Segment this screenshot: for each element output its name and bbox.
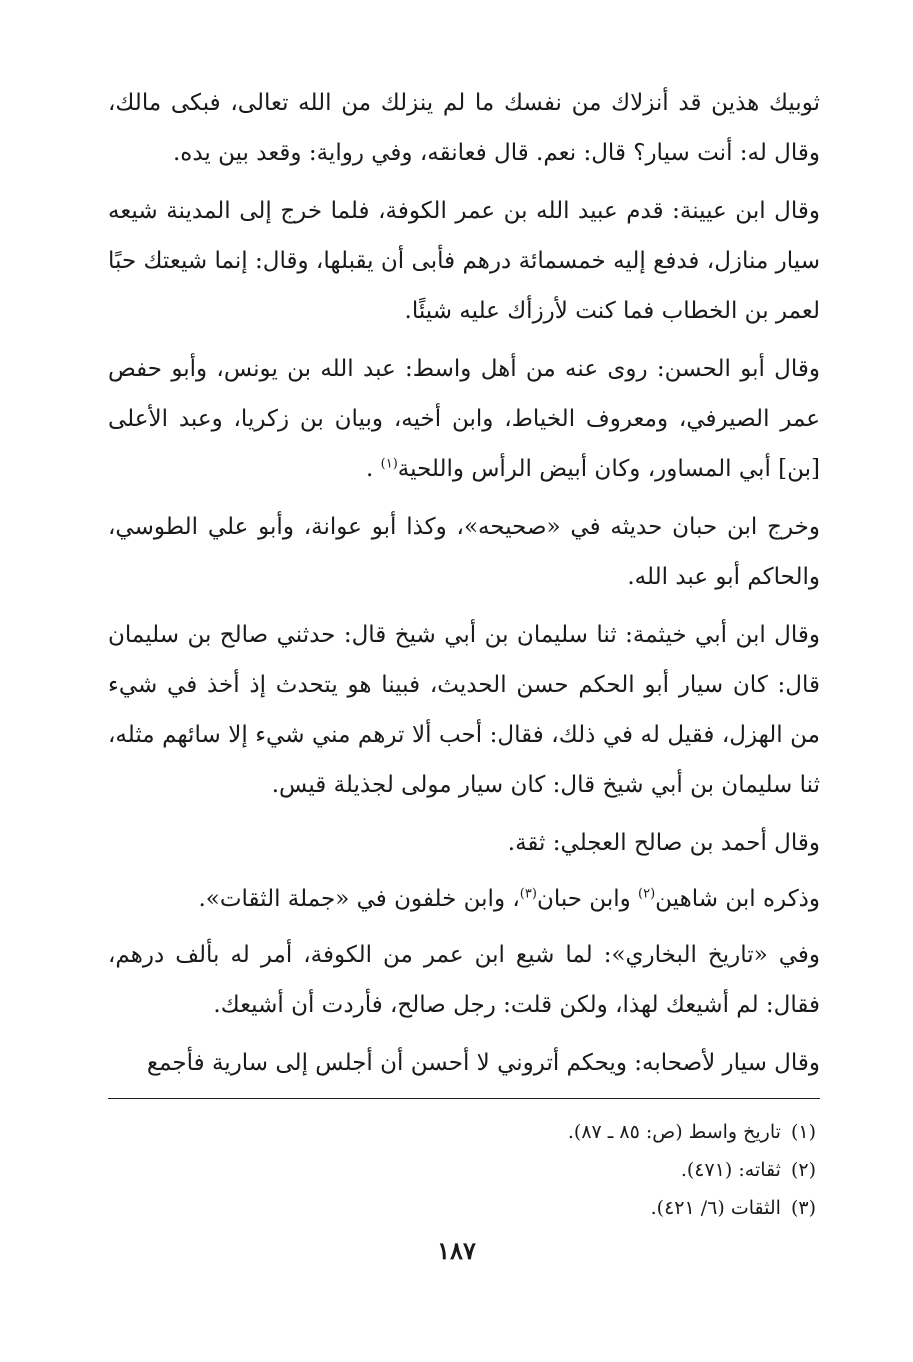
footnote-number: (٢) <box>790 1159 816 1181</box>
footnote-text: الثقات (٦/ ٤٢١). <box>650 1197 781 1219</box>
footnote-mark-2: (٢) <box>638 886 656 902</box>
paragraph-7 <box>108 874 820 924</box>
footnote-2 <box>108 1151 820 1189</box>
paragraph-3-text: وقال أبو الحسن: روى عنه من أهل واسط: عبد الله بن يونس، وأبو حفص عمر الصيرفي، ومعروف الخياط، وابن أخيه، وبيان بن زكريا، وعبد الأعلى [بن] أبي المساور، وكان أبيض الرأس واللحية <box>108 356 820 482</box>
footnote-mark-1: (١) <box>380 456 398 472</box>
paragraph-9: وقال سيار لأصحابه: ويحكم أتروني لا أحسن أن أجلس إلى سارية فأجمع <box>146 1050 820 1076</box>
footnote-3 <box>108 1189 820 1227</box>
paragraph-7-part1: وذكره ابن شاهين <box>655 886 820 912</box>
page-number: ١٨٧ <box>437 1236 476 1265</box>
paragraph-4: وخرج ابن حبان حديثه في «صحيحه»، وكذا أبو عوانة، وأبو علي الطوسي، والحاكم أبو عبد الله. <box>108 514 820 590</box>
paragraph-1: ثوبيك هذين قد أنزلاك من نفسك ما لم ينزلك من الله تعالى، فبكى مالك، وقال له: أنت سيار؟ قال: نعم. قال فعانقه، وفي رواية: وقعد بين يده. <box>108 90 820 166</box>
paragraph-7-part3: ، وابن خلفون في «جملة الثقات». <box>198 886 520 912</box>
paragraph-2: وقال ابن عيينة: قدم عبيد الله بن عمر الكوفة، فلما خرج إلى المدينة شيعه سيار منازل، فدفع إليه خمسمائة درهم فأبى أن يقبلها، وقال: إنما شيعتك حبًا لعمر بن الخطاب فما كنت لأرزأك عليه شيئًا. <box>108 198 820 324</box>
paragraph-3-end: . <box>366 456 374 482</box>
footnotes <box>108 1113 820 1227</box>
paragraph-8: وفي «تاريخ البخاري»: لما شيع ابن عمر من الكوفة، أمر له بألف درهم، فقال: لم أشيعك لهذا، ولكن قلت: رجل صالح، فأردت أن أشيعك. <box>108 942 820 1018</box>
footnote-1 <box>108 1113 820 1151</box>
paragraph-3 <box>108 344 820 494</box>
footnote-number: (١) <box>790 1121 816 1143</box>
footnote-number: (٣) <box>790 1197 816 1219</box>
paragraph-7-part2: وابن حبان <box>536 886 639 912</box>
footnote-divider <box>108 1098 820 1099</box>
page-body <box>108 78 820 1227</box>
paragraph-5: وقال ابن أبي خيثمة: ثنا سليمان بن أبي شيخ قال: حدثني صالح بن سليمان قال: كان سيار أبو الحكم حسن الحديث، فبينا هو يتحدث إذ أخذ في شيء من الهزل، فقيل له في ذلك، فقال: أحب ألا ترهم مني شيء إلا سائهم مثله، ثنا سليمان بن أبي شيخ قال: كان سيار مولى لجذيلة قيس. <box>108 622 820 798</box>
footnote-mark-3: (٣) <box>519 886 537 902</box>
footnote-text: ثقاته: (٤٧١). <box>680 1159 781 1181</box>
paragraph-6: وقال أحمد بن صالح العجلي: ثقة. <box>507 830 820 856</box>
footnote-text: تاريخ واسط (ص: ٨٥ ـ ٨٧). <box>567 1121 781 1143</box>
